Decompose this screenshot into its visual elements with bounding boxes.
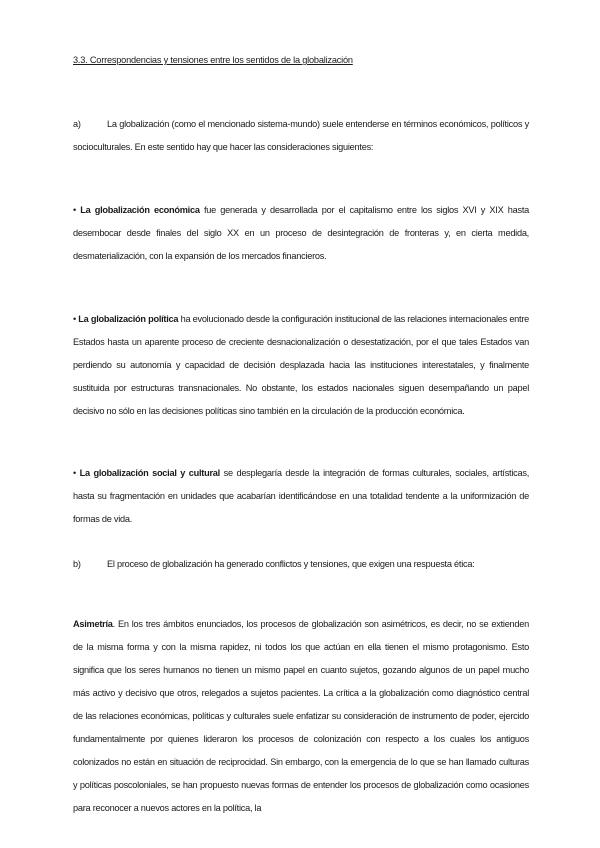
bullet-term-social-cultural: La globalización social y cultural — [79, 468, 220, 478]
bullet-glyph: • — [73, 205, 76, 215]
list-marker-a: a) — [73, 119, 81, 129]
bullet-glyph: • — [73, 468, 76, 478]
paragraph-a-text: La globalización (como el mencionado sistema-mundo) suele entenderse en términos económicos, políticos y socioculturales. En este sentido hay que hacer las consideraciones siguientes: — [73, 119, 529, 152]
paragraph-b — [73, 553, 529, 576]
list-marker-b: b) — [73, 559, 81, 569]
bullet-text-social-cultural: se desplegaría desde la integración de formas culturales, sociales, artísticas, hasta su fragmentación en unidades que acabarían identificándose en una totalidad tendente a la uniformización de formas de vida. — [73, 468, 529, 524]
bullet-glyph: • — [73, 314, 76, 324]
bullet-text-economica: fue generada y desarrollada por el capitalismo entre los siglos XVI y XIX hasta desembocar desde finales del siglo XX en un proceso de desintegración de fronteras y, en cierta medida, desmaterialización, con la expansión de los mercados financieros. — [73, 205, 529, 261]
bullet-politica — [73, 308, 529, 423]
bullet-term-economica: La globalización económica — [80, 205, 200, 215]
paragraph-asimetria-text: . En los tres ámbitos enunciados, los procesos de globalización son asimétricos, es decir, no se extienden de la misma forma y con la misma rapidez, ni todos los que actúan en ella tienen el mismo protagonismo. Esto significa que los seres humanos no tienen un mismo papel en cuanto sujetos, gozando algunos de un papel mucho más activo y decisivo que otros, relegados a sujetos pacientes. La crítica a la globalización como diagnóstico central de las relaciones económicas, políticas y culturales suele enfatizar su consideración de instrumento de poder, ejercido fundamentalmente por quienes lideraron los procesos de colonización con respecto a los cuales los antiguos colonizados no están en situación de reciprocidad. Sin embargo, con la emergencia de lo que se han llamado culturas y políticas poscoloniales, se han propuesto nuevas formas de entender los procesos de globalización como ocasiones para reconocer a nuevos actores en la política, la — [73, 619, 529, 813]
bullet-economica — [73, 199, 529, 268]
bullet-social-cultural — [73, 462, 529, 531]
bullet-term-politica: La globalización política — [78, 314, 179, 324]
term-asimetria: Asimetría — [73, 619, 113, 629]
bullet-text-politica: ha evolucionado desde la configuración institucional de las relaciones internacionales entre Estados hasta un aparente proceso de creciente desnacionalización o desestatización, por el que tales Estados van perdiendo su autonomía y capacidad de decisión desplazada hacia las instituciones interestatales, y finalmente sustituida por estructuras transnacionales. No obstante, los estados nacionales siguen desempañando un papel decisivo no sólo en las decisiones políticas sino también en la circulación de la producción económica. — [73, 314, 530, 416]
paragraph-asimetria — [73, 613, 529, 820]
paragraph-a — [73, 113, 529, 159]
paragraph-b-text: El proceso de globalización ha generado conflictos y tensiones, que exigen una respuesta ética: — [107, 559, 475, 569]
section-heading: 3.3. Correspondencias y tensiones entre los sentidos de la globalización — [73, 55, 353, 65]
